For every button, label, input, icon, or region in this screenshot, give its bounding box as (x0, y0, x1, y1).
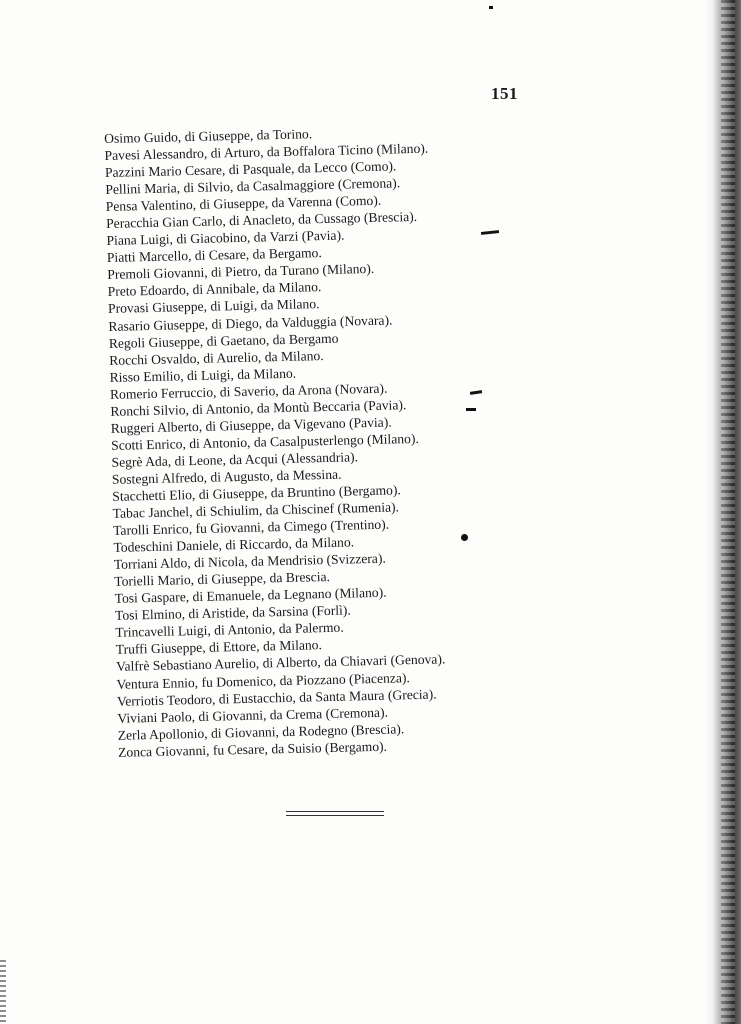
scan-edge-speckle (0, 960, 6, 1024)
list-item: Peracchia Gian Carlo, di Anacleto, da Cussago (Brescia). (105, 209, 418, 232)
ink-blot (461, 534, 468, 541)
list-item: Piana Luigi, di Giacobino, da Varzi (Pavia). (106, 227, 345, 249)
list-item: Valfrè Sebastiano Aurelio, di Alberto, da Chiavari (Genova). (116, 651, 446, 675)
list-item: Piatti Marcello, di Cesare, da Bergamo. (106, 245, 322, 266)
list-item: Ruggeri Alberto, di Giuseppe, da Vigevano (Pavia). (110, 414, 392, 436)
list-item: Tosi Gaspare, di Emanuele, da Legnano (Milano). (114, 584, 387, 607)
list-item: Pazzini Mario Cesare, di Pasquale, da Lecco (Como). (104, 158, 397, 181)
list-item: Ventura Ennio, fu Domenico, da Piozzano (Piacenza). (116, 669, 410, 692)
list-item: Todeschini Daniele, di Riccardo, da Milano. (113, 534, 355, 556)
list-item: Romerio Ferruccio, di Saverio, da Arona (Novara). (109, 380, 388, 402)
list-item: Preto Edoardo, di Annibale, da Milano. (107, 279, 322, 300)
list-item: Scotti Enrico, di Antonio, da Casalpusterlengo (Milano). (110, 430, 419, 453)
list-item: Premoli Giovanni, di Pietro, da Turano (Milano). (107, 261, 375, 283)
closing-rule-top (286, 811, 384, 812)
list-item: Rocchi Osvaldo, di Aurelio, da Milano. (109, 347, 324, 368)
list-item: Tarolli Enrico, fu Giovanni, da Cimego (Trentino). (112, 516, 390, 538)
list-item: Pellini Maria, di Silvio, da Casalmaggiore (Cremona). (105, 175, 401, 198)
list-item: Pavesi Alessandro, di Arturo, da Boffalora Ticino (Milano). (104, 140, 429, 164)
list-item: Stacchetti Elio, di Giuseppe, da Bruntino (Bergamo). (112, 482, 401, 504)
list-item: Segrè Ada, di Leone, da Acqui (Alessandria). (111, 449, 359, 470)
list-item: Zonca Giovanni, fu Cesare, da Suisio (Bergamo). (117, 738, 388, 760)
list-item: Ronchi Silvio, di Antonio, da Montù Beccaria (Pavia). (110, 396, 407, 419)
list-item: Torriani Aldo, di Nicola, da Mendrisio (Svizzera). (113, 550, 386, 573)
list-item: Sostegni Alfredo, di Augusto, da Messina. (111, 466, 342, 487)
name-list (104, 120, 558, 761)
list-item: Provasi Giuseppe, di Luigi, da Milano. (107, 296, 320, 317)
list-item: Tabac Janchel, di Schiulim, da Chiscinef (Rumenia). (112, 499, 400, 521)
list-item: Regoli Giuseppe, di Gaetano, da Bergamo (108, 330, 339, 351)
list-item: Osimo Guido, di Giuseppe, da Torino. (104, 126, 313, 146)
list-item: Torielli Mario, di Giuseppe, da Brescia. (114, 569, 331, 590)
page-number: 151 (491, 84, 518, 103)
list-item: Pensa Valentino, di Giuseppe, da Varenna (Como). (105, 192, 382, 215)
margin-tick-mark (466, 408, 476, 411)
list-item: Rasario Giuseppe, di Diego, da Valduggia (Novara). (108, 312, 393, 334)
closing-rule-bottom (286, 815, 384, 816)
list-item: Truffi Giuseppe, di Ettore, da Milano. (115, 637, 323, 658)
list-item: Viviani Paolo, di Giovanni, da Crema (Cremona). (117, 704, 389, 726)
ink-speck (489, 6, 493, 9)
list-item: Trincavelli Luigi, di Antonio, da Palermo. (115, 620, 344, 641)
list-item: Zerla Apollonio, di Giovanni, da Rodegno (Brescia). (117, 720, 405, 743)
binding-shadow-streaks (721, 0, 735, 1024)
list-item: Tosi Elmino, di Aristide, da Sarsina (Forlì). (114, 602, 351, 624)
list-item: Risso Emilio, di Luigi, da Milano. (109, 365, 297, 385)
list-item: Verriotis Teodoro, di Eustacchio, da Santa Maura (Grecia). (116, 686, 437, 709)
